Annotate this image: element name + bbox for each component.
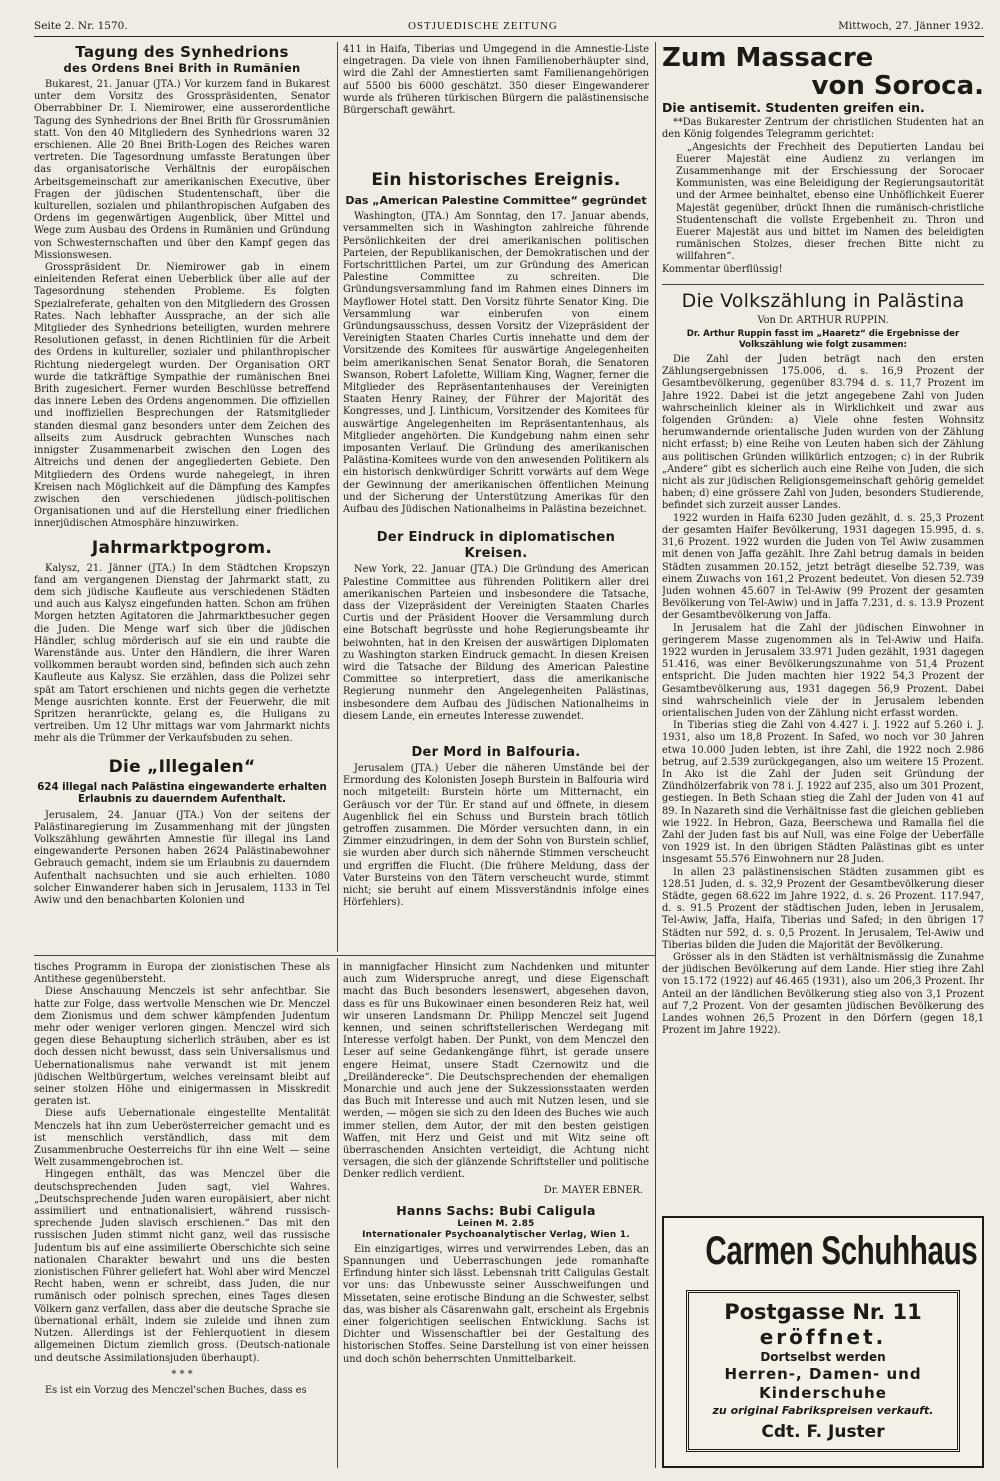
shoe-store-advertisement [662, 1216, 984, 1468]
page-header [34, 16, 984, 36]
feuilleton-left-paragraph-3: Diese aufs Uebernationale eingestellte Mentalität Menczels hat ihn zum Ueberösterreicher gemacht und es ist menschlich verständlich, dass mit dem Zusammenbruche Oesterreichs für ihn eine Welt — seine Welt zusammengebrochen ist. [34, 1108, 330, 1169]
illegal-paragraph: Jerusalem, 24. Januar (JTA.) Von der seitens der Palästinaregierung im Zusammenhang mit der jüngsten Volkszählung gewährten Amnestie für illegal ins Land eingewanderte Personen haben 2624 Palästinabewohner Gebrauch gemacht, indem sie um Erlaubnis zu dauerndem Aufenthalt nachsuchten und sie auch erhielten. 1080 solcher Einwanderer haben sich in Jerusalem, 1133 in Tel Awiw und den benachbarten Kolonien und [34, 809, 330, 906]
census-paragraph-4: In Tiberias stieg die Zahl von 4.427 i. J. 1922 auf 5.260 i. J. 1931, also um 18,8 Prozent. In Safed, wo noch vor 30 Jahren etwa 10.000 Juden lebten, ist ihre Zahl, die 1922 noch 2.986 betrug, auf 2.539 zurückgegangen, also um weitere 15 Prozent. In Ako ist die Zahl der Juden seit Gründung der Zündhölzerfabrik von 78 i. J. 1922 auf 235, also um 301 Prozent, gestiegen. In Beth Schaan stieg die Zahl der Juden von 41 auf 89. In Nazareth sind die Verhältnisse fast die gleichen geblieben wie 1922. In Hebron, Gaza, Beerschewa und Ramalla fiel die Zahl der Juden fast bis auf Null, was eine Folge der Ueberfälle von 1929 ist. In den übrigen Städten Palästinas gibt es unter insgesamt 55.576 Einwohnern nur 28 Juden. [662, 720, 984, 866]
synhedrion-subheadline: des Ordens Bnei Brith in Rumänien [63, 61, 301, 75]
column-divider-3 [337, 958, 338, 1468]
impression-headline: Der Eindruck in diplomatischen Kreisen. [376, 530, 616, 562]
header-rule [34, 36, 984, 37]
author-signature: Dr. MAYER EBNER. [543, 1184, 643, 1196]
illegal-continuation: 411 in Haifa, Tiberias und Umgegend in die Amnestie-Liste eingetragen. Da viele von ihnen Familienoberhäupter sind, wird die Zahl der Amnestierten samt Familienangehörigen auf 5500 bis 6000 geschätzt. 350 dieser Eingewanderer wurde als früheren türkischen Bürgern die palästinensische Bürgerschaft gewährt. [343, 44, 649, 117]
census-intro: Dr. Arthur Ruppin fasst im „Haaretz“ die Ergebnisse der Volkszählung wie folgt zusammen: [686, 329, 960, 351]
header-page-number: Seite 2. Nr. 1570. [34, 20, 128, 32]
column-divider-1 [337, 42, 338, 952]
feuilleton-left-paragraph-4: Hingegen enthält, das was Menczel über die deutschsprechenden Juden sagt, viel Wahres. „Deutschsprechende Juden waren europäisiert, aber nicht assimiliert und entnationalisiert, während russisch-sprechende Juden slavisch erschienen.“ Das mit den russischen Juden stimmt nicht ganz, weil das russische Judentum bis auf eine assimilierte Oberschichte sich seine nationalen Charakter bewahrt und uns die besten zionistischen Führer geliefert hat. Wohl aber wird Menczel Recht haben, wenn er schreibt, dass Juden, die nur rumänisch oder polnisch sprechen, eines Tages diesen Völkern ganz verfallen, dass aber die deutsche Sprache sie übernational erhält, indem sie zuleide und ihnen zum Nutzen. Allerdings ist der Fehlerquotient in diesem allgemeinen Dictum ziemlich gross. (Deutsch-nationale und deutsche Assimilationsjuden überhaupt). [34, 1169, 330, 1364]
column-3-rule [662, 284, 984, 285]
murder-headline: Der Mord in Balfouria. [411, 744, 581, 760]
header-date: Mittwoch, 27. Jänner 1932. [838, 20, 984, 32]
synhedrion-headline: Tagung des Synhedrions [75, 44, 289, 61]
review-price: Leinen M. 2.85 [457, 1218, 535, 1229]
feuilleton-left-paragraph-5: Es ist ein Vorzug des Menczel'schen Buches, dass es [45, 1384, 307, 1396]
section-stars: * * * [171, 1368, 193, 1380]
column-3 [662, 44, 984, 1206]
newspaper-masthead: OSTJUEDISCHE ZEITUNG [407, 20, 558, 32]
feuilleton-left-paragraph-2: Diese Anschauung Menczels ist sehr anfechtbar. Sie hatte zur Folge, dass wertvolle Menschen wie Dr. Menczel dem Zionismus und dem schwer kämpfenden Judentum mehr oder weniger verloren gingen. Menczel wird sich gegen diese Behauptung sicherlich sträuben, aber es ist doch dessen nicht bewusst, dass sein Universalismus und Uebernationalismus nahe verwandt ist mit jenem jüdischen Weltbürgertum, welches vereinsamt bleibt auf seiner stolzen Höhe und einigermassen in Misskredit geraten ist. [34, 986, 330, 1108]
census-byline: Von Dr. ARTHUR RUPPIN. [757, 314, 889, 326]
ad-owner: Cdt. F. Juster [761, 1422, 885, 1442]
feuilleton-right-column [343, 962, 649, 1470]
census-paragraph-1: Die Zahl der Juden beträgt nach den ersten Zählungsergebnissen 175.006, d. s. 16,9 Prozent der Gesamtbevölkerung, gegenüber 83.794 d. s. 11,7 Prozent im Jahre 1922. Dabei ist die jetzt angegebene Zahl von Juden wahrscheinlich kleiner als in Wirklichkeit und zwar aus folgenden Gründen: a) Viele ohne festen Wohnsitz herumwandernde orientalische Juden wurden von der Zählung nicht erfasst; b) eine Reihe von Leuten haben sich der Zählung aus politischen Gründen willkürlich entzogen; c) in der Rubrik „Andere“ gibt es sicherlich auch eine Reihe von Juden, die sich nicht als zur jüdischen Religionsgemeinschaft gehörig gemeldet haben; d) eine grössere Zahl von Juden, besonders Studierende, befindet sich zurzeit ausser Landes. [662, 354, 984, 512]
column-1 [34, 44, 330, 950]
census-paragraph-3: In Jerusalem hat die Zahl der jüdischen Einwohner in geringerem Masse zugenommen als in Tel-Awiw und Haifa. 1922 wurden in Jerusalem 33.971 Juden gezählt, 1931 dagegen 51.416, was einer Bevölkerungszunahme von 51,4 Prozent entspricht. Die Juden machten hier 1922 54,3 Prozent der Gesamtbevölkerung aus, 1931 dagegen 56,9 Prozent. Dabei sind wahrscheinlich viele der in Jerusalem lebenden orientalischen Juden von der Zählung nicht erfasst worden. [662, 622, 984, 719]
census-paragraph-5: In allen 23 palästinensischen Städten zusammen gibt es 128.51 Juden, d. s. 32,9 Prozent der Gesamtbevölkerung dieser Städte, gegen 68.622 im Jahre 1922, d. s. 26 Prozent. 117.947, d. s. 91.5 Prozent der städtischen Juden, leben in Jerusalem, Tel-Awiw, Jaffa, Haifa, Tiberias und Safed; in den übrigen 17 Städten nur 592, d. s. 0,5 Prozent. In Jerusalem, Tel-Awiw und Tiberias bilden die Juden die Majorität der Bevölkerung. [662, 866, 984, 951]
murder-paragraph: Jerusalem (JTA.) Ueber die näheren Umstände bei der Ermordung des Kolonisten Joseph Burstein in Balfouria wird noch mitgeteilt: Burstein hörte um Mitternacht, ein Geräusch vor der Tür. Er stand auf und öffnete, in diesem Augenblick fiel ein Schuss und Burstein brach tötlich getroffen zusammen. Die Mörder versuchten dann, in ein Zimmer einzudringen, in dem der Sohn von Burstein schlief, sie wurden aber durch sich nähernde Stimmen verscheucht und ergriffen die Flucht. (Die frühere Meldung, dass der Vater Bursteins von den Tätern verscheucht wurde, stimmt nicht; sie beruht auf einem Missverständnis infolge eines Hörfehlers). [343, 762, 649, 909]
massacre-headline-line-1: Zum Massacre [662, 44, 874, 73]
pogrom-headline: Jahrmarktpogrom. [91, 537, 273, 558]
synhedrion-paragraph-1: Bukarest, 21. Januar (JTA.) Vor kurzem fand in Bukarest unter dem Vorsitz des Grosspräsidenten, Senator Oberrabbiner Dr. I. Niemirower, eine ausserordentliche Tagung des Synhedrions der Bnei Brith für Grossrumänien statt. Von den 40 Mitgliedern des Synhedrions waren 32 erschienen. Alle 20 Bnei Brith-Logen des Reiches waren vertreten. Die Tagesordnung umfasste Beratungen über das organisatorische Verhältnis der europäischen Arbeitsgemeinschaft zur amerikanischen Executive, über Fragen der jüdischen Studentenschaft, über die kulturellen, sozialen und philanthropischen Aufgaben des Ordens im gegenwärtigen Augenblick, über Mittel und Wege zum Ausbau des Ordens in Rumänien und Gründung von Schwesternschaften und über den Kampf gegen das Missionswesen. [34, 79, 330, 261]
illegal-headline: Die „Illegalen“ [108, 756, 256, 777]
ad-sold-here: Dortselbst werden [760, 1350, 886, 1364]
column-divider-2 [655, 42, 656, 1468]
illegal-subheadline: 624 illegal nach Palästina eingewanderte erhalten Erlaubnis zu dauerndem Aufenthalt. [37, 781, 327, 805]
ad-price-note: zu original Fabrikspreisen verkauft. [712, 1404, 934, 1417]
ad-store-name: Carmen Schuhhaus [705, 1229, 978, 1273]
feuilleton-left-paragraph-1: tisches Programm in Europa der zionistischen These als Antithese gegenübersteht. [34, 962, 330, 986]
event-paragraph: Washington, (JTA.) Am Sonntag, den 17. Januar abends, versammelten sich in Washington zahlreiche führende Persönlichkeiten der drei amerikanischen politischen Parteien, der Republikanischen, der Demokratischen und der Fortschrittlichen Partei, um zur Gründung des American Palestine Committee zu schreiten. Die Gründungsversammlung fand im Rahmen eines Dinners im Mayflower Hotel statt. Den Vorsitz führte Senator King. Die Versammlung war einberufen von einem Gründungsausschuss, dessen Vorsitz der Vizepräsident der Vereinigten Staaten Charles Curtis innehatte und dem der Vorsitzende des Komitees für auswärtige Angelegenheiten beim amerikanischen Senat Senator Borah, die Senatoren Swanson, Robert Lafolette, William King, Wagner, ferner die Mitglieder des Repräsentantenhauses der Vereinigten Staaten Henry Rainey, der Führer der Majorität des Kongresses, und J. Linthicum, Vorsitzender des Komitees für auswärtige Angelegenheiten im Repräsentantenhaus, als Mitglieder angehörten. Die Kundgebung nahm einen sehr imposanten Verlauf. Die Gründung des amerikanischen Palästina-Komitees wurde von den anwesenden Politikern als ein historisch denkwürdiger Schritt vorwärts auf dem Wege der Gewinnung der amerikanischen öffentlichen Meinung und der Sicherung der Unterstützung Amerikas für den Aufbau des Jüdischen Nationalheims in Palästina bezeichnet. [343, 211, 649, 516]
ad-shoe-types: Herren-, Damen- und [724, 1365, 922, 1383]
ad-children-shoes: Kinderschuhe [759, 1384, 887, 1402]
column-2 [343, 44, 649, 950]
event-subheadline: Das „American Palestine Committee“ gegründet [345, 194, 647, 208]
massacre-telegram: „Angesichts der Frechheit des Deputierten Landau bei Euerer Majestät eine Audienz zu verlangen im Zusammenhange mit der Erschiessung der Sorocaer Kommunisten, was eine Beleidigung der Regierungsautorität und der Armee beinhaltet, ebenso eine Unhöflichkeit Euerer Majestät gegenüber, drückt Ihnen die rumänisch-christliche Studentenschaft die vollste Ergebenheit zu. Thron und Euerer Majestät aus und bittet im Namen des beleidigten rumänischen Stolzes, dieser frechen Bitte nicht zu willfahren“. [676, 141, 984, 263]
feuilleton-left-column [34, 962, 330, 1470]
feuilleton-right-paragraph: in mannigfacher Hinsicht zum Nachdenken und mitunter auch zum Widerspruche anregt, und diese Eigenschaft macht das Buch besonders lesenswert, abgesehen davon, dass es für uns Bukowinaer einen besonderen Reiz hat, weil wir unseren Landsmann Dr. Philipp Menczel seit Jugend kennen, und seinen schriftstellerischen Werdegang mit Interesse verfolgt haben. Der Punkt, von dem Menczel den Leser auf seine Gedankengänge führt, ist gerade unsere engere Heimat, unsere Stadt Czernowitz und die „Dreiländerecke“. Die Deutschsprechenden der ehemaligen Monarchie und auch jene der Sukzessionsstaaten werden das Buch mit Interesse und auch mit Nutzen lesen, und sie werden, — mögen sie sich zu den Ideen des Buches wie auch immer stellen, dem Autor, der mit den besten geistigen Waffen, mit Herz und Geist und mit Witz seine oft überraschenden Ansichten verteidigt, die Achtung nicht versagen, die sich der glänzende Schriftsteller und politische Denker redlich verdient. [343, 962, 649, 1181]
review-paragraph: Ein einzigartiges, wirres und verwirrendes Leben, das an Spannungen und Ueberraschungen jede romanhafte Erfindung hinter sich lässt. Lebensnah tritt Caligulas Gestalt vor uns: das Unbewusste seiner Ausschweifungen und Missetaten, seine erotische Bindung an die Schwester, selbst das, was bisher als Cäsarenwahn galt, erscheint als Ergebnis einer folgerichtigen seelischen Entwicklung. Sachs ist Dichter und Wissenschaftler bei der Gestaltung des historischen Stoffes. Seine Darstellung ist von einer heissen und doch schön beherrschten Unmittelbarkeit. [343, 1243, 649, 1365]
massacre-comment: Kommentar überflüssig! [662, 263, 783, 275]
review-publisher: Internationaler Psychoanalytischer Verlag, Wien 1. [362, 1229, 630, 1240]
synhedrion-paragraph-2: Grosspräsident Dr. Niemirower gab in einem einleitenden Referat einen Ueberblick über alle auf der Tagesordnung stehenden Probleme. Es folgten Spezialreferate, gehalten von den Mitgliedern des Grossen Rates. Nach lebhafter Aussprache, an der sich alle Mitglieder des Synhedrions beteiligten, wurden mehrere Resolutionen gefasst, in denen Richtlinien für die Arbeit des Ordens in kultureller, sozialer und philanthropischer Richtung niedergelegt wurden. Der Organisation ORT wurde die tatkräftige Sympathie der rumänischen Bnei Brith zugesichert. Ferner wurden Beschlüsse betreffend das innere Leben des Ordens angenommen. Die offiziellen und inoffiziellen Besprechungen der Ratsmitglieder standen diesmal ganz besonders unter dem Zeichen des allseits zum Ausdruck gebrachten Wunsches nach innigster Zusammenarbeit zwischen den Logen des Altreichs und denen der angegliederten Gebiete. Den Mitgliedern des Ordens wurde nahegelegt, in ihren Kreisen nach Möglichkeit auf die Dämpfung des Kampfes zwischen den verschiedenen jüdisch-politischen Organisationen und auf die Herstellung einer friedlichen innerjüdischen Atmosphäre hinzuwirken. [34, 262, 330, 530]
ad-opened: eröffnet. [759, 1325, 887, 1349]
massacre-paragraph-1: **Das Bukarester Zentrum der christlichen Studenten hat an den König folgendes Telegramm gerichtet: [662, 117, 984, 141]
massacre-subheadline: Die antisemit. Studenten greifen ein. [662, 100, 925, 115]
massacre-headline-line-2: von Soroca. [811, 71, 984, 101]
feuilleton-rule [34, 955, 655, 956]
census-paragraph-2: 1922 wurden in Haifa 6230 Juden gezählt, d. s. 25,3 Prozent der gesamten Haifer Bevölkerung, 1931 dagegen 15.995, d. s. 31,6 Prozent. 1922 wurden die Juden von Tel Awiw zusammen mit denen von Jaffa gezählt. Ihre Zahl betrug damals in beiden Städten zusammen 20.152, jetzt beträgt dieselbe 52.739, was einem Zuwachs von 161,2 Prozent bedeutet. Von diesen 52.739 Juden wohnen 45.607 in Tel-Awiw (99 Prozent der gesamten Bevölkerung von Tel-Awiw) und in Jaffa 7.231, d. s. 13.9 Prozent der Gesamtbevölkerung von Jaffa. [662, 512, 984, 622]
census-headline: Die Volkszählung in Palästina [681, 289, 965, 312]
review-headline: Hanns Sachs: Bubi Caligula [396, 1202, 596, 1218]
ad-inner-box [686, 1290, 960, 1452]
event-headline: Ein historisches Ereignis. [371, 170, 621, 191]
ad-address: Postgasse Nr. 11 [724, 1300, 922, 1324]
census-paragraph-6: Grösser als in den Städten ist verhältnismässig die Zunahme der jüdischen Bevölkerung auf dem Lande. Hier stieg ihre Zahl von 15.172 (1922) auf 46.465 (1931), also um 206,3 Prozent. Ihr Anteil an der ländlichen Bevölkerung stieg also von 3,1 Prozent auf 7,2 Prozent. Von der gesamten jüdischen Bevölkerung des Landes wohnen 26,5 Prozent in den Dörfern (gegen 18,1 Prozent im Jahre 1922). [662, 952, 984, 1037]
pogrom-paragraph: Kalysz, 21. Jänner (JTA.) In dem Städtchen Kropszyn fand am vergangenen Dienstag der Jahrmarkt statt, zu dem sich jüdische Kaufleute aus verschiedenen Städten und auch aus Kalysz eingefunden hatten. Schon am frühen Morgen hetzten Agitatoren die Jahrmarktbesucher gegen die Juden. Die Menge warf sich über die jüdischen Händler, schlug mörderisch auf sie ein und raubte die Warenstände aus. Unter den Händlern, die ihrer Waren vollkommen beraubt worden sind, befinden sich auch zehn Kaufleute aus Kalysz. Sie erzählen, dass die Polizei sehr spät am Tatort erschienen und nichts gegen die verhetzte Menge ausrichten konnte. Erst der Feuerwehr, die mit Spritzen heranrückte, gelang es, die Huligans zu vertreiben. Um 12 Uhr mittags war vom Jahrmarkt nichts mehr als die Trümmer der Verkaufsbuden zu sehen. [34, 562, 330, 745]
impression-paragraph: New York, 22. Januar (JTA.) Die Gründung des American Palestine Committee aus führenden Politikern aller drei amerikanischen Parteien und insbesondere die Tatsache, dass der Vizepräsident der Vereinigten Staaten Charles Curtis und der Präsident Hoover die Versammlung durch eine Botschaft begrüsste und hohe Regierungsbeamte ihr beiwohnten, hat in den Kreisen der auswärtigen Diplomaten zu Washington starken Eindruck gemacht. In diesen Kreisen wird die Tatsache der Bildung des American Palestine Committee so interpretiert, dass die amerikanische Regierung nunmehr den Angelegenheiten Palästinas, insbesondere dem Aufbau des Jüdischen Nationalheims in diesem Lande, ein erneutes Interesse zuwendet. [343, 564, 649, 722]
